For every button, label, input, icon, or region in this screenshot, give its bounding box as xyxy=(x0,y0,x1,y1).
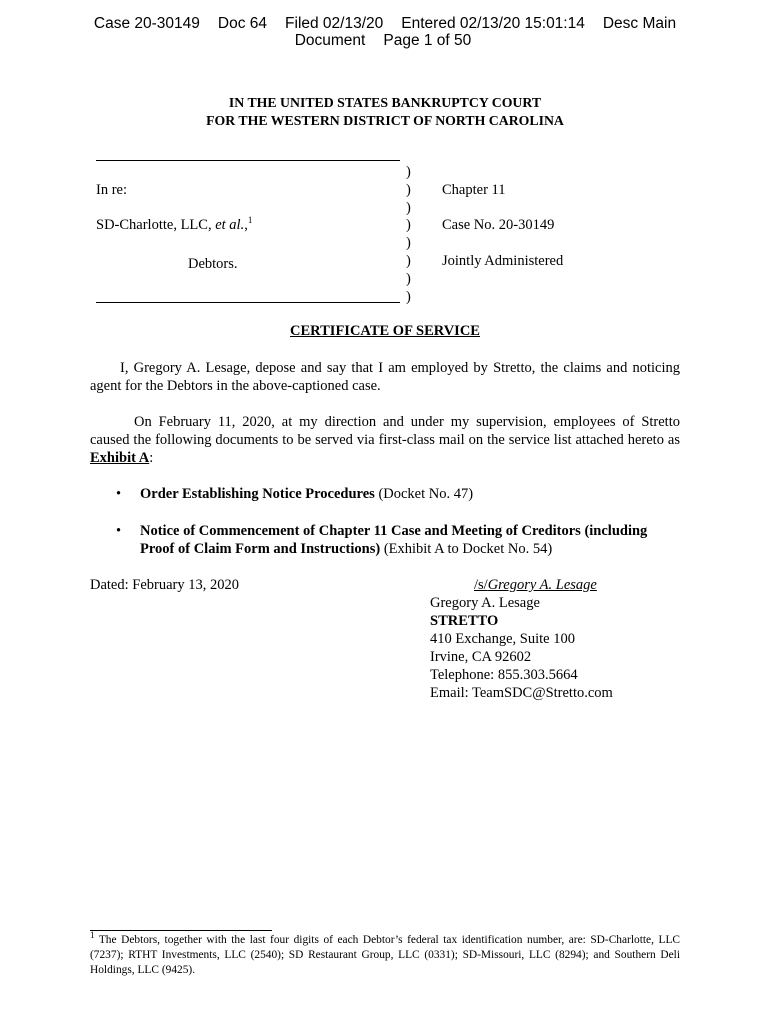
footnote xyxy=(90,930,680,978)
signer-email: Email: TeamSDC@Stretto.com xyxy=(430,685,613,701)
footnote-text: The Debtors, together with the last four digits of each Debtor’s federal tax identification number, are: SD-Charlotte, LLC (7237); RTHT Investments, LLC (2540); SD Restaurant Group, LLC (0331); SD-Missouri, LLC (8294); and Southern Deli Holdings, LLC (9425). xyxy=(90,934,680,976)
dated-line: Dated: February 13, 2020 xyxy=(90,577,239,593)
signer-company: STRETTO xyxy=(430,613,499,629)
stamp-filed: Filed 02/13/20 xyxy=(285,15,384,32)
stamp-page: Page 1 of 50 xyxy=(383,32,472,49)
stamp-document: Document xyxy=(294,32,366,49)
document-title: CERTIFICATE OF SERVICE xyxy=(290,323,480,339)
footnote-marker: 1 xyxy=(90,930,95,941)
stamp-desc: Desc Main xyxy=(602,15,677,32)
served-document-item: Order Establishing Notice Procedures (Docket No. 47) xyxy=(140,486,474,502)
caption-bottom-rule xyxy=(96,302,400,303)
caption-jointly-administered: Jointly Administered xyxy=(442,253,564,269)
served-document-item: Notice of Commencement of Chapter 11 Case and Meeting of Creditors (including Proof of Claim Form and Instructions) (Exhibit A to Docket No. 54) xyxy=(140,523,648,557)
paragraph-service: On February 11, 2020, at my direction and under my supervision, employees of Stretto caused the following documents to be served via first-class mail on the service list attached hereto as Exhibit A: xyxy=(90,414,680,466)
footnote-ref: 1 xyxy=(247,215,253,226)
signer-telephone: Telephone: 855.303.5664 xyxy=(430,667,578,683)
signature-block xyxy=(430,576,613,702)
footnote-separator xyxy=(90,930,272,931)
signer-name: Gregory A. Lesage xyxy=(430,595,540,611)
caption-case-no: Case No. 20-30149 xyxy=(442,217,555,233)
court-heading-line2: FOR THE WESTERN DISTRICT OF NORTH CAROLINA xyxy=(206,113,564,128)
signer-address-line1: 410 Exchange, Suite 100 xyxy=(430,631,575,647)
stamp-case: Case 20-30149 xyxy=(93,15,200,32)
caption-top-rule xyxy=(96,160,400,161)
bullet-marker: • xyxy=(116,523,122,539)
filing-stamp-line1 xyxy=(0,15,770,32)
exhibit-a-reference: Exhibit A xyxy=(90,450,150,466)
signature-line: /s/Gregory A. Lesage xyxy=(474,577,597,593)
stamp-doc: Doc 64 xyxy=(217,15,268,32)
caption-debtors-label: Debtors. xyxy=(188,256,238,272)
caption-in-re: In re: xyxy=(96,182,127,198)
caption-debtor-name: SD-Charlotte, LLC, et al.,$^1$ xyxy=(96,215,253,233)
caption-chapter: Chapter 11 xyxy=(442,182,506,198)
caption-parentheses: ) ) ) ) ) ) ) ) xyxy=(406,164,411,305)
paragraph-employment: I, Gregory A. Lesage, depose and say that I am employed by Stretto, the claims and noticing agent for the Debtors in the above-captioned case. xyxy=(90,360,680,394)
bullet-marker: • xyxy=(116,486,122,502)
signer-address-line2: Irvine, CA 92602 xyxy=(430,649,532,665)
stamp-entered: Entered 02/13/20 15:01:14 xyxy=(401,15,585,32)
court-heading-line1: IN THE UNITED STATES BANKRUPTCY COURT xyxy=(228,95,542,110)
filing-stamp-line2 xyxy=(0,32,768,49)
signature-name: Gregory A. Lesage xyxy=(487,577,597,593)
